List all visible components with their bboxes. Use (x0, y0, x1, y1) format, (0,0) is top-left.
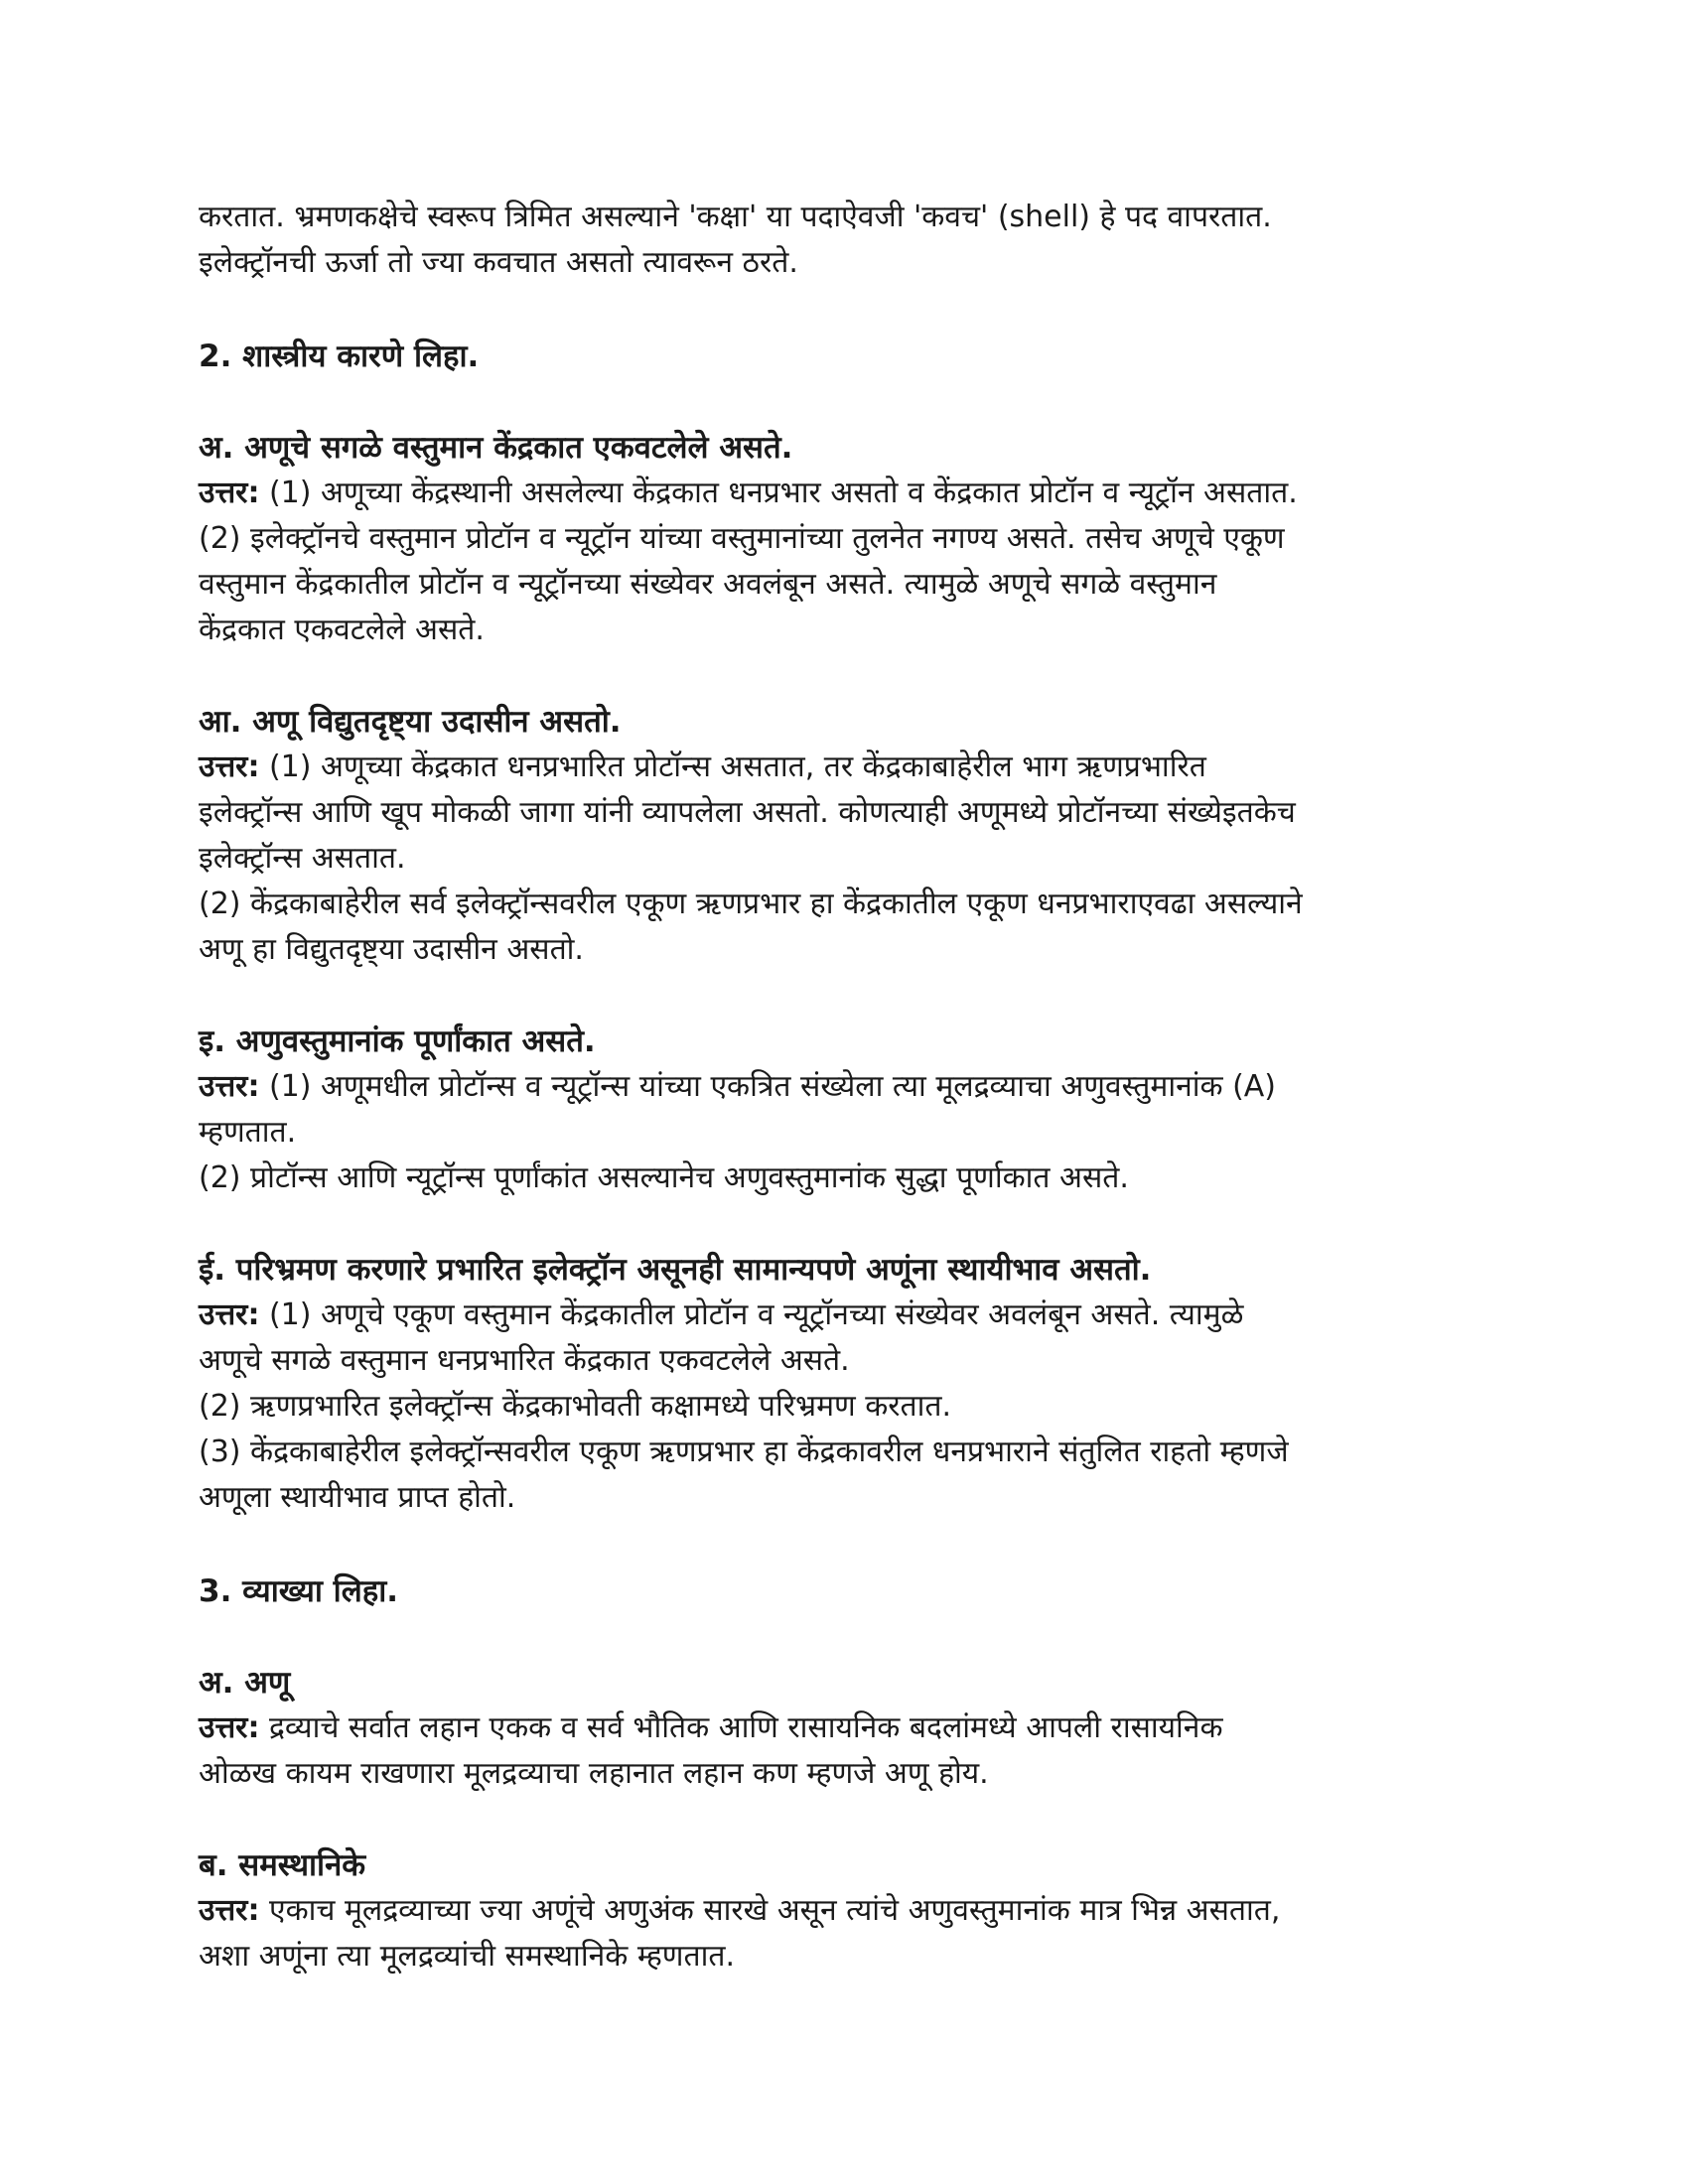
answer-line (199, 745, 1489, 790)
answer-line: अणूचे सगळे वस्तुमान धनप्रभारित केंद्रकात एकवटलेले असते. (199, 1343, 850, 1378)
answer-line: (2) प्रोटॉन्स आणि न्यूट्रॉन्स पूर्णांकांत असल्यानेच अणुवस्तुमानांक सुद्धा पूर्णाकात असते. (199, 1160, 1129, 1195)
answer-block (199, 1293, 1489, 1521)
answer-label: उत्तर: (199, 476, 260, 510)
answer-text: (1) अणूचे एकूण वस्तुमान केंद्रकातील प्रोटॉन व न्यूट्रॉनच्या संख्येवर अवलंबून असते. त्यामुळे (259, 1297, 1244, 1332)
answer-block (199, 471, 1489, 653)
answer-line: (2) ऋणप्रभारित इलेक्ट्रॉन्स केंद्रकाभोवती कक्षामध्ये परिभ्रमण करतात. (199, 1389, 952, 1424)
answer-line (199, 1064, 1489, 1110)
section-2-title: 2. शास्त्रीय कारणे लिहा. (199, 339, 480, 374)
answer-line: (3) केंद्रकाबाहेरील इलेक्ट्रॉन्सवरील एकूण ऋणप्रभार हा केंद्रकावरील धनप्रभाराने संतुलित राहतो म्हणजे (199, 1434, 1289, 1469)
question-heading: ई. परिभ्रमण करणारे प्रभारित इलेक्ट्रॉन असूनही सामान्यपणे अणूंना स्थायीभाव असतो. (199, 1252, 1152, 1288)
answer-line: म्हणतात. (199, 1115, 297, 1150)
answer-line (199, 1293, 1489, 1338)
intro-line: करतात. भ्रमणकक्षेचे स्वरूप त्रिमित असल्याने 'कक्षा' या पदाऐवजी 'कवच' (shell) हे पद वापरतात. (199, 200, 1272, 234)
question-heading: ब. समस्थानिके (199, 1847, 366, 1883)
answer-line: अणूला स्थायीभाव प्राप्त होतो. (199, 1480, 516, 1515)
answer-line: केंद्रकात एकवटलेले असते. (199, 613, 485, 647)
question-heading: अ. अणूचे सगळे वस्तुमान केंद्रकात एकवटलेले असते. (199, 430, 793, 466)
answer-line: अशा अणूंना त्या मूलद्रव्यांची समस्थानिके म्हणतात. (199, 1939, 736, 1974)
question-heading: इ. अणुवस्तुमानांक पूर्णांकात असते. (199, 1024, 596, 1059)
question-heading: आ. अणू विद्युतदृष्ट्या उदासीन असतो. (199, 704, 622, 740)
answer-text: (1) अणूमधील प्रोटॉन्स व न्यूट्रॉन्स यांच्या एकत्रित संख्येला त्या मूलद्रव्याचा अणुवस्तुमानांक (A) (259, 1069, 1277, 1104)
answer-line: अणू हा विद्युतदृष्ट्या उदासीन असतो. (199, 932, 584, 967)
answer-line: (2) केंद्रकाबाहेरील सर्व इलेक्ट्रॉन्सवरील एकूण ऋणप्रभार हा केंद्रकातील एकूण धनप्रभाराएवढा असल्याने (199, 887, 1303, 921)
answer-line: इलेक्ट्रॉन्स असतात. (199, 841, 406, 876)
answer-line: इलेक्ट्रॉन्स आणि खूप मोकळी जागा यांनी व्यापलेला असतो. कोणत्याही अणूमध्ये प्रोटॉनच्या संख्येइतकेच (199, 795, 1296, 830)
answer-label: उत्तर: (199, 1069, 260, 1104)
section-3-title: 3. व्याख्या लिहा. (199, 1573, 398, 1609)
answer-line (199, 471, 1489, 516)
question-heading: अ. अणू (199, 1665, 291, 1701)
answer-label: उत्तर: (199, 1297, 260, 1332)
answer-line: ओळख कायम राखणारा मूलद्रव्याचा लहानात लहान कण म्हणजे अणू होय. (199, 1756, 989, 1791)
answer-label: उत्तर: (199, 750, 260, 784)
answer-text: (1) अणूच्या केंद्रकात धनप्रभारित प्रोटॉन्स असतात, तर केंद्रकाबाहेरील भाग ऋणप्रभारित (259, 750, 1206, 784)
answer-line (199, 1706, 1489, 1751)
answer-text: द्रव्याचे सर्वात लहान एकक व सर्व भौतिक आणि रासायनिक बदलांमध्ये आपली रासायनिक (259, 1710, 1223, 1745)
answer-block (199, 745, 1489, 973)
intro-line: इलेक्ट्रॉनची ऊर्जा तो ज्या कवचात असतो त्यावरून ठरते. (199, 245, 798, 280)
answer-line: वस्तुमान केंद्रकातील प्रोटॉन व न्यूट्रॉनच्या संख्येवर अवलंबून असते. त्यामुळे अणूचे सगळे वस्तुमान (199, 567, 1217, 602)
answer-block (199, 1888, 1489, 1979)
answer-block (199, 1064, 1489, 1201)
answer-text: (1) अणूच्या केंद्रस्थानी असलेल्या केंद्रकात धनप्रभार असतो व केंद्रकात प्रोटॉन व न्यूट्रॉन असतात. (259, 476, 1298, 510)
answer-block (199, 1706, 1489, 1797)
answer-line: (2) इलेक्ट्रॉनचे वस्तुमान प्रोटॉन व न्यूट्रॉन यांच्या वस्तुमानांच्या तुलनेत नगण्य असते. तसेच अणूचे एकूण (199, 521, 1285, 556)
answer-label: उत्तर: (199, 1893, 260, 1928)
answer-label: उत्तर: (199, 1710, 260, 1745)
answer-text: एकाच मूलद्रव्याच्या ज्या अणूंचे अणुअंक सारखे असून त्यांचे अणुवस्तुमानांक मात्र भिन्न असतात, (259, 1893, 1281, 1928)
answer-line (199, 1888, 1489, 1934)
intro-paragraph (199, 195, 1489, 286)
